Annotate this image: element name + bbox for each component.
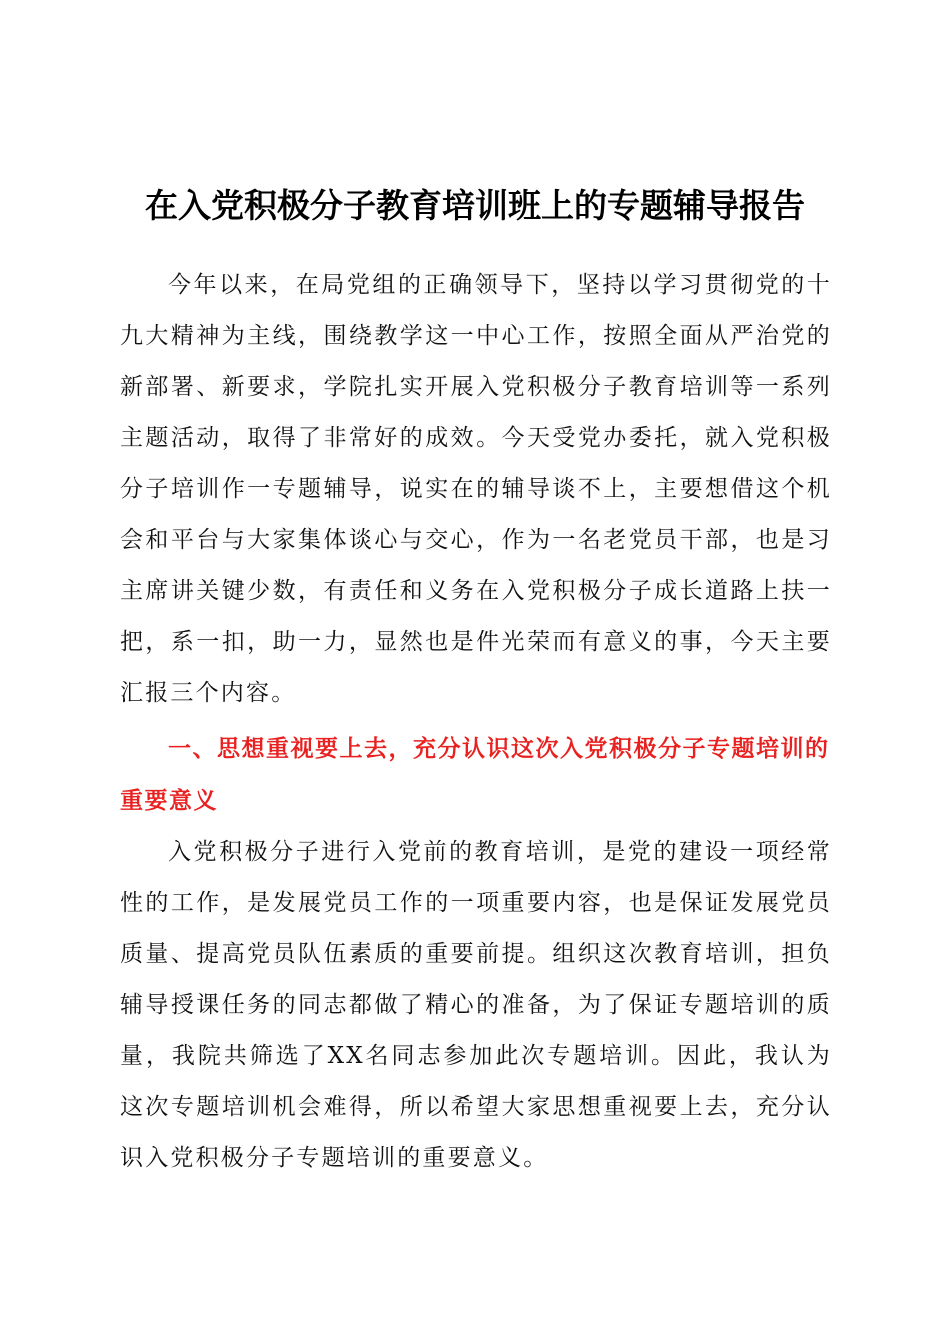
document-title: 在入党积极分子教育培训班上的专题辅导报告	[145, 186, 805, 225]
intro-paragraph: 今年以来，在局党组的正确领导下，坚持以学习贯彻党的十九大精神为主线，围绕教学这一中心工作，按照全面从严治党的新部署、新要求，学院扎实开展入党积极分子教育培训等一系列主题活动，取得了非常好的成效。今天受党办委托，就入党积极分子培训作一专题辅导，说实在的辅导谈不上，主要想借这个机会和平台与大家集体谈心与交心，作为一名老党员干部，也是习主席讲关键少数，有责任和义务在入党积极分子成长道路上扶一把，系一扣，助一力，显然也是件光荣而有意义的事，今天主要汇报三个内容。	[120, 272, 832, 706]
section-1-paragraph: 入党积极分子进行入党前的教育培训，是党的建设一项经常性的工作，是发展党员工作的一项重要内容，也是保证发展党员质量、提高党员队伍素质的重要前提。组织这次教育培训，担负辅导授课任务的同志都做了精心的准备，为了保证专题培训的质量，我院共筛选了XX名同志参加此次专题培训。因此，我认为这次专题培训机会难得，所以希望大家思想重视要上去，充分认识入党积极分子专题培训的重要意义。	[120, 839, 832, 1171]
section-heading-1: 一、思想重视要上去，充分认识这次入党积极分子专题培训的重要意义	[120, 736, 830, 814]
